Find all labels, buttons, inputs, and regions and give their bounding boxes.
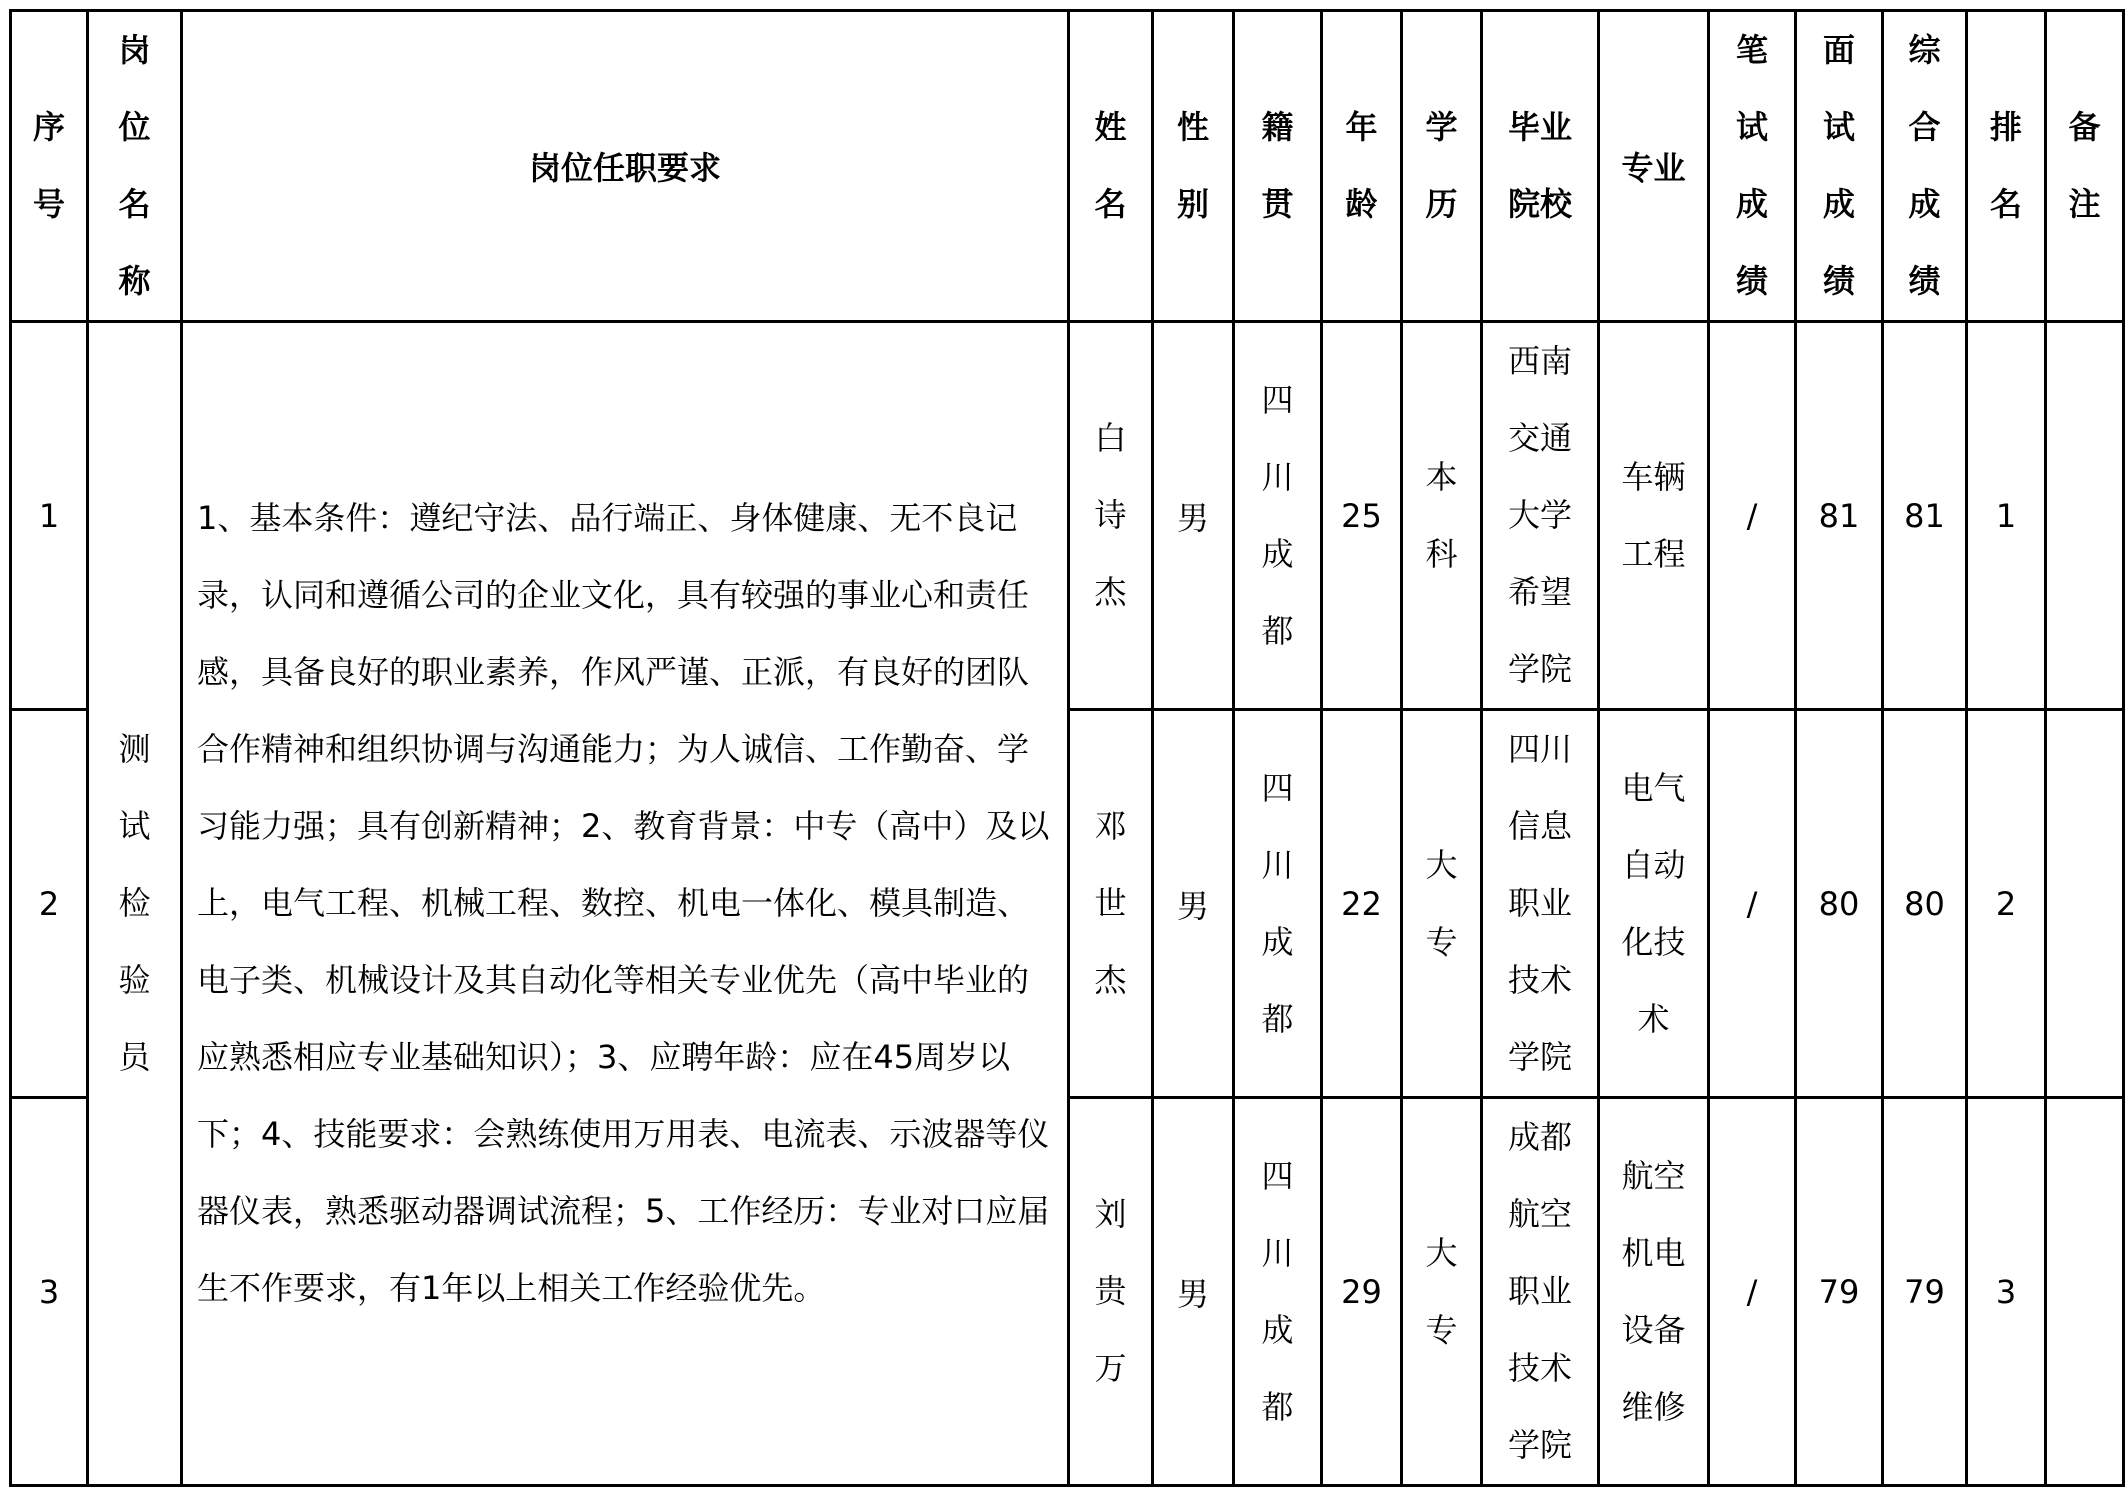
- cell-gender: 男: [1153, 1098, 1234, 1486]
- origin-text: 四川成都: [1261, 380, 1294, 650]
- cell-major: [1599, 710, 1709, 1098]
- header-school-label: 毕业院校: [1507, 108, 1572, 223]
- cell-origin: [1234, 710, 1322, 1098]
- education-text: 大专: [1425, 845, 1458, 961]
- header-position-label: 岗位名称: [118, 31, 151, 300]
- header-education-label: 学历: [1425, 108, 1458, 223]
- school-text: 成都航空职业技术学院: [1507, 1118, 1572, 1464]
- cell-total-score: 81: [1883, 322, 1967, 710]
- major-text: 电气自动化技术: [1621, 768, 1686, 1038]
- cell-name: [1069, 322, 1153, 710]
- header-rank-label: 排名: [1989, 108, 2022, 223]
- cell-remarks: [2046, 1098, 2124, 1486]
- header-interview-score: [1796, 11, 1883, 322]
- header-written-score-label: 笔试成绩: [1735, 31, 1768, 300]
- cell-age: 22: [1322, 710, 1402, 1098]
- major-text: 航空机电设备维修: [1621, 1156, 1686, 1426]
- header-row: [11, 11, 2124, 322]
- header-gender-label: 性别: [1176, 108, 1209, 223]
- header-rank: [1967, 11, 2046, 322]
- header-education: [1402, 11, 1482, 322]
- header-remarks: [2046, 11, 2124, 322]
- school-text: 西南交通大学希望学院: [1507, 342, 1572, 688]
- cell-remarks: [2046, 710, 2124, 1098]
- cell-education: [1402, 1098, 1482, 1486]
- header-age-label: 年龄: [1345, 108, 1378, 223]
- cell-age: 29: [1322, 1098, 1402, 1486]
- education-text: 本科: [1425, 457, 1458, 573]
- table-row: [11, 322, 2124, 710]
- school-text: 四川信息职业技术学院: [1507, 730, 1572, 1076]
- cell-seq: 2: [11, 710, 88, 1098]
- cell-written-score: /: [1709, 710, 1796, 1098]
- cell-education: [1402, 710, 1482, 1098]
- header-seq: [11, 11, 88, 322]
- cell-rank: 3: [1967, 1098, 2046, 1486]
- header-requirements-label: 岗位任职要求: [528, 149, 721, 187]
- cell-school: [1482, 710, 1599, 1098]
- header-written-score: [1709, 11, 1796, 322]
- header-age: [1322, 11, 1402, 322]
- cell-requirements: 1、基本条件：遵纪守法、品行端正、身体健康、无不良记录，认同和遵循公司的企业文化，具有较强的事业心和责任感，具备良好的职业素养，作风严谨、正派，有良好的团队合作精神和组织协调与沟通能力；为人诚信、工作勤奋、学习能力强；具有创新精神；2、教育背景：中专（高中）及以上，电气工程、机械工程、数控、机电一体化、模具制造、电子类、机械设计及其自动化等相关专业优先（高中毕业的应熟悉相应专业基础知识）；3、应聘年龄：应在45周岁以下；4、技能要求：会熟练使用万用表、电流表、示波器等仪器仪表，熟悉驱动器调试流程；5、工作经历：专业对口应届生不作要求，有1年以上相关工作经验优先。: [182, 322, 1069, 1486]
- header-origin-label: 籍贯: [1261, 108, 1294, 223]
- cell-seq: 1: [11, 322, 88, 710]
- cell-rank: 1: [1967, 322, 2046, 710]
- candidate-table: [9, 9, 2125, 1487]
- header-position: [88, 11, 182, 322]
- header-name-label: 姓名: [1094, 108, 1127, 223]
- cell-major: [1599, 1098, 1709, 1486]
- position-name-text: 测试检验员: [118, 730, 151, 1076]
- header-gender: [1153, 11, 1234, 322]
- cell-interview-score: 81: [1796, 322, 1883, 710]
- header-seq-label: 序号: [32, 108, 65, 223]
- origin-text: 四川成都: [1261, 768, 1294, 1038]
- cell-name: [1069, 1098, 1153, 1486]
- header-interview-score-label: 面试成绩: [1822, 31, 1855, 300]
- cell-name: [1069, 710, 1153, 1098]
- cell-origin: [1234, 1098, 1322, 1486]
- cell-position-name: [88, 322, 182, 1486]
- name-text: 刘贵万: [1094, 1195, 1127, 1387]
- cell-gender: 男: [1153, 322, 1234, 710]
- education-text: 大专: [1425, 1233, 1458, 1349]
- cell-major: [1599, 322, 1709, 710]
- name-text: 白诗杰: [1094, 419, 1127, 611]
- cell-seq: 3: [11, 1098, 88, 1486]
- cell-origin: [1234, 322, 1322, 710]
- header-requirements: [182, 11, 1069, 322]
- header-school: [1482, 11, 1599, 322]
- header-total-score-label: 综合成绩: [1908, 31, 1941, 300]
- header-origin: [1234, 11, 1322, 322]
- cell-remarks: [2046, 322, 2124, 710]
- cell-total-score: 80: [1883, 710, 1967, 1098]
- cell-interview-score: 79: [1796, 1098, 1883, 1486]
- cell-written-score: /: [1709, 1098, 1796, 1486]
- cell-total-score: 79: [1883, 1098, 1967, 1486]
- header-major-label: 专业: [1621, 149, 1686, 187]
- major-text: 车辆工程: [1621, 457, 1686, 573]
- cell-age: 25: [1322, 322, 1402, 710]
- cell-rank: 2: [1967, 710, 2046, 1098]
- cell-education: [1402, 322, 1482, 710]
- cell-school: [1482, 1098, 1599, 1486]
- cell-gender: 男: [1153, 710, 1234, 1098]
- name-text: 邓世杰: [1094, 807, 1127, 999]
- header-major: [1599, 11, 1709, 322]
- cell-school: [1482, 322, 1599, 710]
- header-total-score: [1883, 11, 1967, 322]
- header-name: [1069, 11, 1153, 322]
- cell-written-score: /: [1709, 322, 1796, 710]
- header-remarks-label: 备注: [2068, 108, 2101, 223]
- origin-text: 四川成都: [1261, 1156, 1294, 1426]
- cell-interview-score: 80: [1796, 710, 1883, 1098]
